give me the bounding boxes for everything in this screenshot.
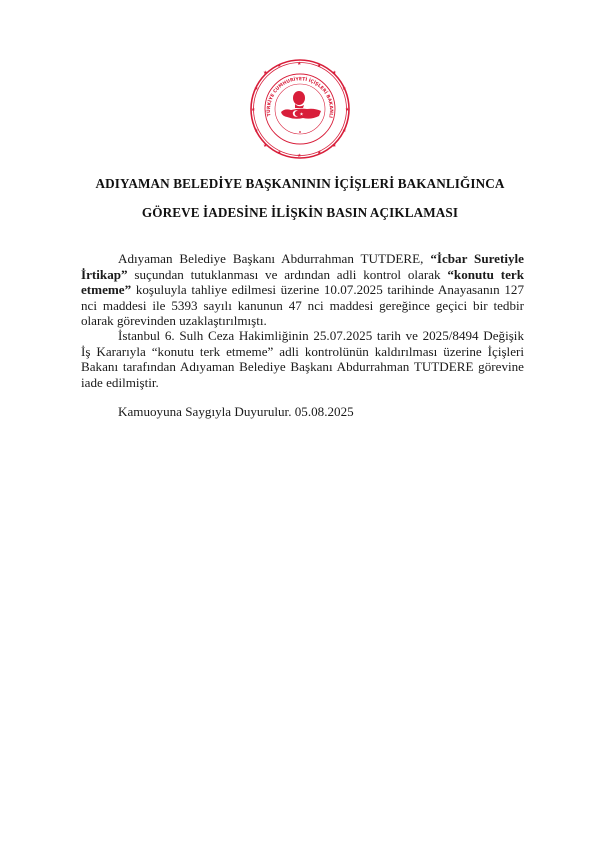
- svg-text:TÜRKİYE CUMHURİYETİ İÇİŞLERİ B: TÜRKİYE CUMHURİYETİ İÇİŞLERİ BAKANLI: [266, 77, 334, 119]
- svg-text:★: ★: [297, 153, 302, 159]
- svg-text:★: ★: [263, 70, 268, 76]
- document-title-line-1: ADIYAMAN BELEDİYE BAŞKANININ İÇİŞLERİ BAKANLIĞINCA: [95, 176, 505, 191]
- paragraph-text: koşuluyla tahliye edilmesi üzerine 10.07.2025 tarihinde Anayasanın 127 nci maddesi ile 5393 sayılı kanunun 47 nci maddesi gereğince geçici bir tedbir olarak görevinden uzaklaştırılmıştı.: [81, 282, 524, 329]
- svg-text:★: ★: [263, 143, 268, 149]
- document-title-line-2: GÖREVE İADESİNE İLİŞKİN BASIN AÇIKLAMASI: [141, 205, 459, 220]
- svg-text:★: ★: [342, 128, 347, 134]
- svg-text:★: ★: [317, 63, 322, 69]
- svg-text:★: ★: [332, 143, 337, 149]
- svg-text:★: ★: [277, 63, 282, 69]
- svg-text:★: ★: [317, 150, 322, 156]
- ministry-of-interior-seal-icon: [249, 58, 351, 160]
- svg-text:★: ★: [251, 107, 256, 113]
- charge-name-bold: “İcbar Suretiyle İrtikap”: [81, 251, 524, 282]
- ministry-seal-logo: [249, 58, 351, 160]
- paragraph-suspension: [81, 251, 524, 329]
- svg-text:★: ★: [297, 61, 302, 67]
- svg-text:★: ★: [332, 70, 337, 76]
- svg-text:★: ★: [342, 86, 347, 92]
- closing-statement: Kamuoyuna Saygıyla Duyurulur. 05.08.2025: [118, 404, 354, 419]
- svg-text:★: ★: [254, 86, 259, 92]
- svg-text:★: ★: [254, 128, 259, 134]
- svg-text:★: ★: [299, 112, 304, 118]
- paragraph-text: Adıyaman Belediye Başkanı Abdurrahman TUTDERE,: [118, 251, 431, 266]
- judicial-control-bold: “konutu terk etmeme”: [81, 266, 525, 298]
- paragraph-reinstatement: İstanbul 6. Sulh Ceza Hakimliğinin 25.07.2025 tarih ve 2025/8494 Değişik İş Kararıyla “konutu terk etmeme” adli kontrolünün kaldırılması üzerine İçişleri Bakanı tarafından Adıyaman Belediye Başkanı Abdurrahman TUTDERE görevine iade edilmiştir.: [81, 328, 524, 390]
- svg-text:★: ★: [345, 107, 350, 113]
- paragraph-text: suçundan tutuklanması ve ardından adli kontrol olarak: [127, 266, 448, 282]
- svg-text:★: ★: [277, 150, 282, 156]
